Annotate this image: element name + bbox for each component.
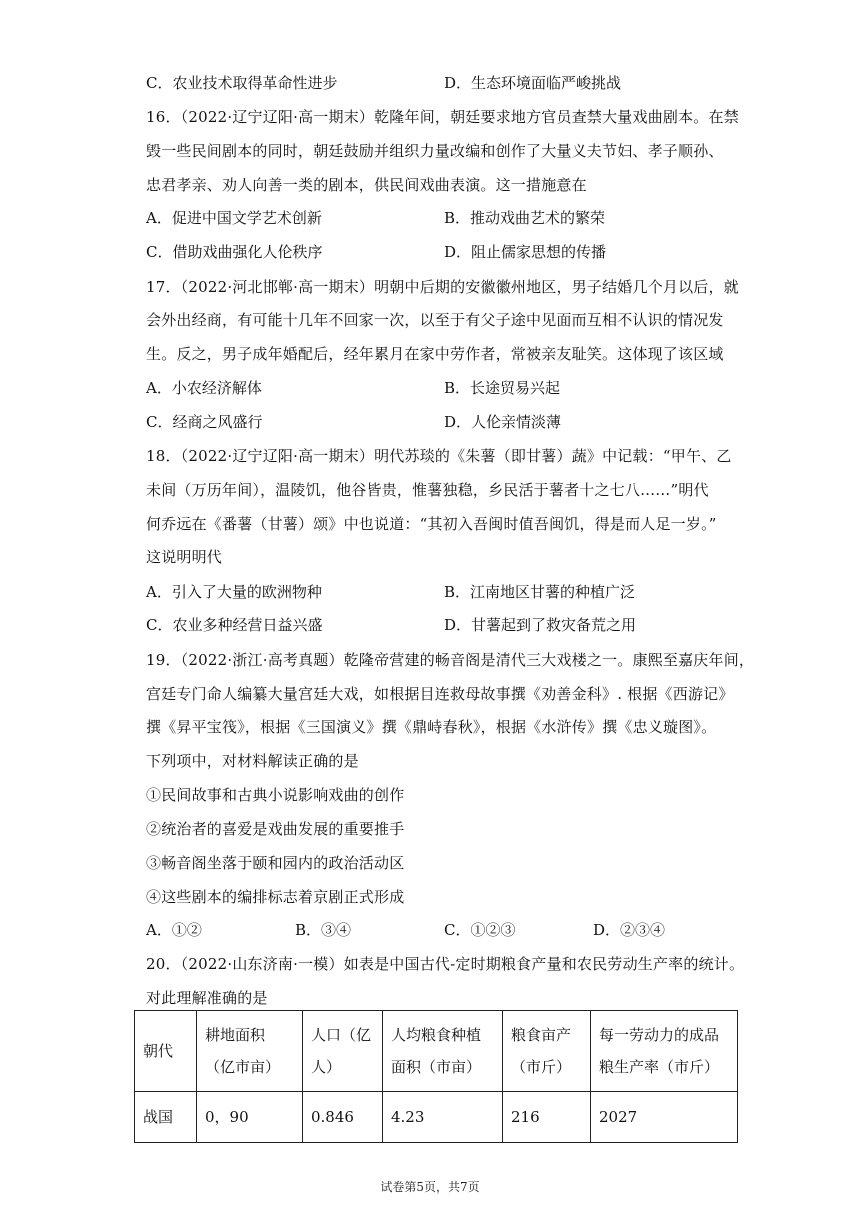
page-footer: 试卷第5页，共7页: [380, 1180, 480, 1194]
q19-statement-2: ②统治者的喜爱是戏曲发展的重要推手: [146, 820, 405, 838]
grain-statistics-table: [134, 1010, 738, 1143]
table-cell: 战国: [135, 1092, 197, 1143]
q19-statement-4: ④这些剧本的编排标志着京剧正式形成: [146, 888, 405, 906]
q18-option-c: C．农业多种经营日益兴盛: [146, 616, 323, 634]
q19-stem-line-2: 宫廷专门命人编纂大量宫廷大戏，如根据目连救母故事撰《劝善金科》. 根据《西游记》: [146, 685, 734, 703]
q19-option-b: B．③④: [295, 921, 352, 939]
q16-option-a: A．促进中国文学艺术创新: [146, 209, 322, 227]
q16-option-b: B．推动戏曲艺术的繁荣: [444, 209, 606, 227]
q16-stem-line-3: 忠君孝亲、劝人向善一类的剧本，供民间戏曲表演。这一措施意在: [146, 176, 587, 194]
q18-option-a: A．引入了大量的欧洲物种: [146, 583, 322, 601]
q18-stem-line-4: 这说明明代: [146, 548, 223, 566]
table-cell: 4.23: [383, 1092, 503, 1143]
q19-option-c: C．①②③: [444, 921, 516, 939]
q17-stem-line-3: 生。反之，男子成年婚配后，经年累月在家中劳作者，常被亲友耻笑。这体现了该区域: [146, 345, 724, 363]
table-row: [135, 1092, 738, 1143]
q19-stem-line-1: 19．（2022·浙江·高考真题）乾隆帝营建的畅音阁是清代三大戏楼之一。康熙至嘉庆年间，: [146, 651, 755, 669]
q16-stem-line-1: 16．（2022·辽宁辽阳·高一期末）乾隆年间，朝廷要求地方官员查禁大量戏曲剧本。在禁: [146, 108, 739, 126]
q19-statement-1: ①民间故事和古典小说影响戏曲的创作: [146, 786, 405, 804]
q20-stem-line-1: 20．（2022·山东济南·一模）如表是中国古代-定时期粮食产量和农民劳动生产率的统计。: [146, 955, 745, 973]
q16-option-c: C．借助戏曲强化人伦秩序: [146, 243, 323, 261]
q20-stem-line-2: 对此理解准确的是: [146, 989, 268, 1007]
q15-option-d: D．生态环境面临严峻挑战: [444, 74, 622, 92]
q19-stem-line-4: 下列项中，对材料解读正确的是: [146, 752, 359, 770]
q17-option-b: B．长途贸易兴起: [444, 379, 561, 397]
q15-option-c: C．农业技术取得革命性进步: [146, 74, 338, 92]
q18-option-d: D．甘薯起到了救灾备荒之用: [444, 616, 637, 634]
header-cell-per-capita-area: 人均粮食种植 面积（市亩）: [383, 1011, 503, 1092]
q16-stem-line-2: 毁一些民间剧本的同时，朝廷鼓励并组织力量改编和创作了大量义夫节妇、孝子顺孙、: [146, 142, 724, 160]
q16-option-d: D．阻止儒家思想的传播: [444, 243, 607, 261]
q18-option-b: B．江南地区甘薯的种植广泛: [444, 583, 636, 601]
table-cell: 216: [503, 1092, 591, 1143]
header-cell-dynasty: 朝代: [135, 1011, 197, 1092]
q17-option-d: D．人伦亲情淡薄: [444, 413, 562, 431]
header-cell-farmland: 耕地面积 （亿市亩）: [197, 1011, 303, 1092]
table-cell: 0.846: [303, 1092, 383, 1143]
table-header-row: [135, 1011, 738, 1092]
table-cell: 2027: [591, 1092, 738, 1143]
q18-stem-line-2: 未间（万历年间），温陵饥，他谷皆贵，惟薯独稳，乡民活于薯者十之七八……”明代: [146, 481, 709, 499]
q17-option-c: C．经商之风盛行: [146, 413, 263, 431]
q19-statement-3: ③畅音阁坐落于颐和园内的政治活动区: [146, 854, 405, 872]
header-cell-population: 人口（亿 人）: [303, 1011, 383, 1092]
table-cell: 0，90: [197, 1092, 303, 1143]
q19-option-d: D．②③④: [593, 921, 666, 939]
q18-stem-line-3: 何乔远在《番薯（甘薯）颂》中也说道：“其初入吾闽时值吾闽饥，得是而人足一岁。”: [146, 515, 717, 533]
q17-stem-line-2: 会外出经商，有可能十几年不回家一次，以至于有父子途中见面而互相不认识的情况发: [146, 311, 724, 329]
q18-stem-line-1: 18．（2022·辽宁辽阳·高一期末）明代苏琰的《朱薯（即甘薯）蔬》中记载：“甲午、乙: [146, 447, 732, 465]
q19-option-a: A．①②: [146, 921, 202, 939]
header-cell-yield: 粮食亩产 （市斤）: [503, 1011, 591, 1092]
q17-option-a: A．小农经济解体: [146, 379, 262, 397]
q19-stem-line-3: 撰《昇平宝筏》，根据《三国演义》撰《鼎峙春秋》，根据《水浒传》撰《忠义璇图》。: [146, 718, 717, 736]
header-cell-productivity: 每一劳动力的成品 粮生产率（市斤）: [591, 1011, 738, 1092]
q17-stem-line-1: 17．（2022·河北邯郸·高一期末）明朝中后期的安徽徽州地区，男子结婚几个月以后，就: [146, 278, 739, 296]
